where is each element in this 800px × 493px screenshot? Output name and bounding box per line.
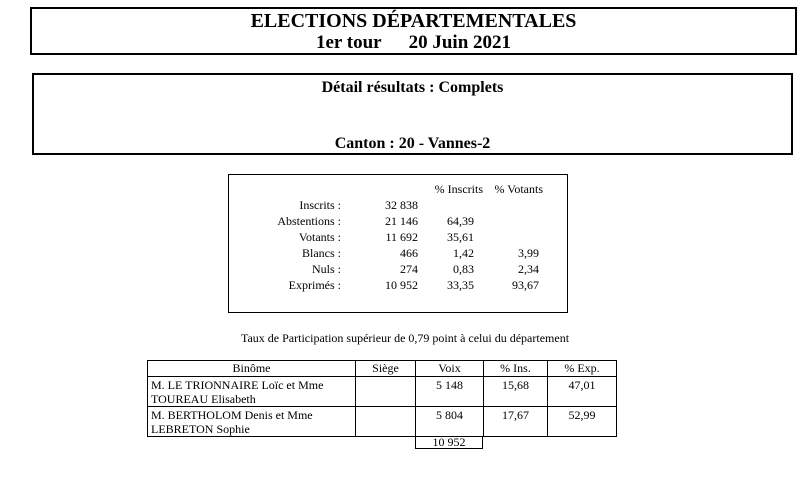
- stats-header-empty: [229, 181, 341, 197]
- stats-label: Inscrits :: [299, 198, 341, 212]
- canton-label: Canton : 20 - Vannes-2: [334, 135, 491, 152]
- stats-pct-inscrits: 35,61: [447, 230, 474, 244]
- participation-note: Taux de Participation supérieur de 0,79 point à celui du département: [240, 331, 570, 345]
- title-box: [30, 7, 797, 55]
- results-header-pct-exp: % Exp.: [548, 361, 617, 377]
- results-row: [148, 407, 617, 437]
- results-header-pct-ins: % Ins.: [484, 361, 548, 377]
- stats-pct-inscrits: 64,39: [447, 214, 474, 228]
- stats-pct-inscrits: 33,35: [447, 278, 474, 292]
- stats-label: Votants :: [298, 230, 341, 244]
- stats-pct-votants: 93,67: [512, 278, 539, 292]
- detail-results-label: Détail résultats : Complets: [321, 79, 504, 96]
- binome-name: M. LE TRIONNAIRE Loïc et Mme TOUREAU Elisabeth: [148, 377, 356, 407]
- siege-value: [356, 377, 416, 407]
- stats-header-pct-votants: % Votants: [494, 182, 543, 196]
- stats-grid: [229, 181, 567, 293]
- stats-pct-inscrits: 0,83: [453, 262, 474, 276]
- stats-value: 274: [400, 262, 418, 276]
- results-header-row: [148, 361, 617, 377]
- stats-pct-votants: 2,34: [518, 262, 539, 276]
- results-header-siege: Siège: [356, 361, 416, 377]
- detail-box: [32, 73, 793, 155]
- results-table: [147, 360, 617, 437]
- stats-pct-votants: 3,99: [518, 246, 539, 260]
- date-label: 20 Juin 2021: [408, 31, 512, 53]
- results-row: [148, 377, 617, 407]
- stats-pct-votants: [474, 229, 539, 245]
- stats-pct-inscrits: 1,42: [453, 246, 474, 260]
- stats-pct-votants: [474, 213, 539, 229]
- voix-value: 5 804: [416, 407, 484, 437]
- pct-exp-value: 47,01: [548, 377, 617, 407]
- stats-pct-inscrits: [418, 197, 474, 213]
- document-subtitle: [316, 32, 511, 53]
- total-voix: 10 952: [415, 436, 483, 449]
- stats-value: 32 838: [385, 198, 418, 212]
- stats-pct-votants: [474, 197, 539, 213]
- stats-header-pct-inscrits: % Inscrits: [434, 182, 483, 196]
- stats-value: 10 952: [385, 278, 418, 292]
- results-header-binome: Binôme: [148, 361, 356, 377]
- stats-header-empty: [341, 181, 418, 197]
- pct-ins-value: 17,67: [484, 407, 548, 437]
- pct-ins-value: 15,68: [484, 377, 548, 407]
- stats-value: 11 692: [385, 230, 418, 244]
- stats-label: Abstentions :: [277, 214, 341, 228]
- siege-value: [356, 407, 416, 437]
- stats-label: Nuls :: [311, 262, 341, 276]
- round-label: 1er tour: [315, 31, 382, 53]
- stats-label: Exprimés :: [288, 278, 341, 292]
- document-title: ELECTIONS DÉPARTEMENTALES: [250, 9, 577, 32]
- stats-table: [228, 174, 568, 313]
- binome-name: M. BERTHOLOM Denis et Mme LEBRETON Sophie: [148, 407, 356, 437]
- stats-value: 466: [400, 246, 418, 260]
- voix-value: 5 148: [416, 377, 484, 407]
- stats-value: 21 146: [385, 214, 418, 228]
- stats-label: Blancs :: [302, 246, 341, 260]
- results-header-voix: Voix: [416, 361, 484, 377]
- pct-exp-value: 52,99: [548, 407, 617, 437]
